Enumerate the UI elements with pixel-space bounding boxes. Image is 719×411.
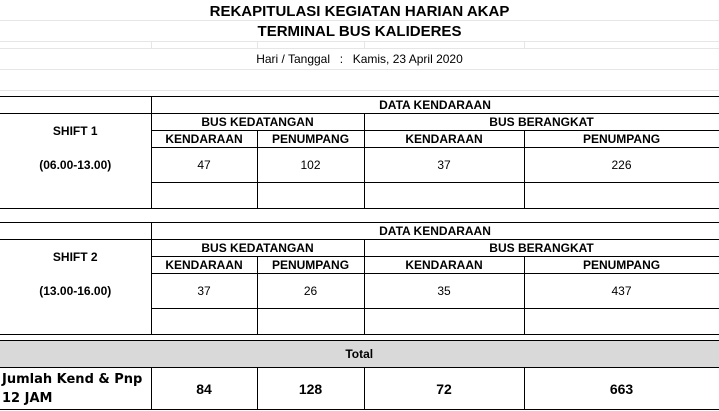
shift-label-spacer (0, 223, 151, 240)
departures-header: BUS BERANGKAT (364, 240, 719, 257)
arrivals-header: BUS KEDATANGAN (151, 114, 364, 131)
date-separator: : (339, 52, 344, 66)
total-arr-passengers: 128 (257, 368, 364, 410)
empty-cell (524, 183, 719, 209)
total-heading: Total (0, 341, 719, 368)
gridline (524, 41, 525, 48)
departures-header: BUS BERANGKAT (364, 114, 719, 131)
shift-2-arr-vehicles: 37 (151, 274, 257, 309)
arrivals-vehicles-header: KENDARAAN (151, 131, 257, 148)
gridline (0, 90, 719, 91)
shift-2-dep-vehicles: 35 (364, 274, 524, 309)
empty-cell (257, 309, 364, 335)
shift-2-dep-passengers: 437 (524, 274, 719, 309)
gridline (151, 41, 152, 48)
gridline (0, 20, 719, 21)
empty-cell (364, 183, 524, 209)
shift-2-table (0, 222, 719, 335)
shift-label-spacer (0, 97, 151, 114)
total-label: Jumlah Kend & Pnp 12 JAM (0, 368, 151, 410)
terminal-name: TERMINAL BUS KALIDERES (257, 23, 462, 40)
report-title: REKAPITULASI KEGIATAN HARIAN AKAP (209, 3, 510, 20)
arrivals-passengers-header: PENUMPANG (257, 131, 364, 148)
departures-vehicles-header: KENDARAAN (364, 131, 524, 148)
shift-1-arr-passengers: 102 (257, 148, 364, 183)
total-dep-vehicles: 72 (364, 368, 524, 410)
gridline (0, 41, 719, 42)
empty-cell (257, 183, 364, 209)
date-label: Hari / Tanggal (256, 52, 331, 66)
total-table (0, 340, 719, 410)
departures-vehicles-header: KENDARAAN (364, 257, 524, 274)
shift-1-dep-passengers: 226 (524, 148, 719, 183)
empty-cell (0, 309, 151, 335)
shift-label: SHIFT 1 (0, 114, 151, 148)
report-date (0, 52, 719, 66)
shift-1-arr-vehicles: 47 (151, 148, 257, 183)
shift-time: (06.00-13.00) (0, 148, 151, 183)
empty-cell (364, 309, 524, 335)
departures-passengers-header: PENUMPANG (524, 257, 719, 274)
date-value: Kamis, 23 April 2020 (352, 52, 463, 66)
data-kendaraan-header: DATA KENDARAAN (151, 97, 719, 114)
total-dep-passengers: 663 (524, 368, 719, 410)
data-kendaraan-header: DATA KENDARAAN (151, 223, 719, 240)
arrivals-header: BUS KEDATANGAN (151, 240, 364, 257)
departures-passengers-header: PENUMPANG (524, 131, 719, 148)
shift-time: (13.00-16.00) (0, 274, 151, 309)
shift-1-table (0, 96, 719, 209)
arrivals-passengers-header: PENUMPANG (257, 257, 364, 274)
shift-1-dep-vehicles: 37 (364, 148, 524, 183)
empty-cell (151, 183, 257, 209)
shift-2-arr-passengers: 26 (257, 274, 364, 309)
empty-cell (0, 183, 151, 209)
arrivals-vehicles-header: KENDARAAN (151, 257, 257, 274)
shift-label: SHIFT 2 (0, 240, 151, 274)
gridline (0, 48, 719, 49)
empty-cell (151, 309, 257, 335)
empty-cell (524, 309, 719, 335)
gridline (257, 41, 258, 48)
gridline (364, 41, 365, 48)
gridline (0, 69, 719, 70)
total-arr-vehicles: 84 (151, 368, 257, 410)
